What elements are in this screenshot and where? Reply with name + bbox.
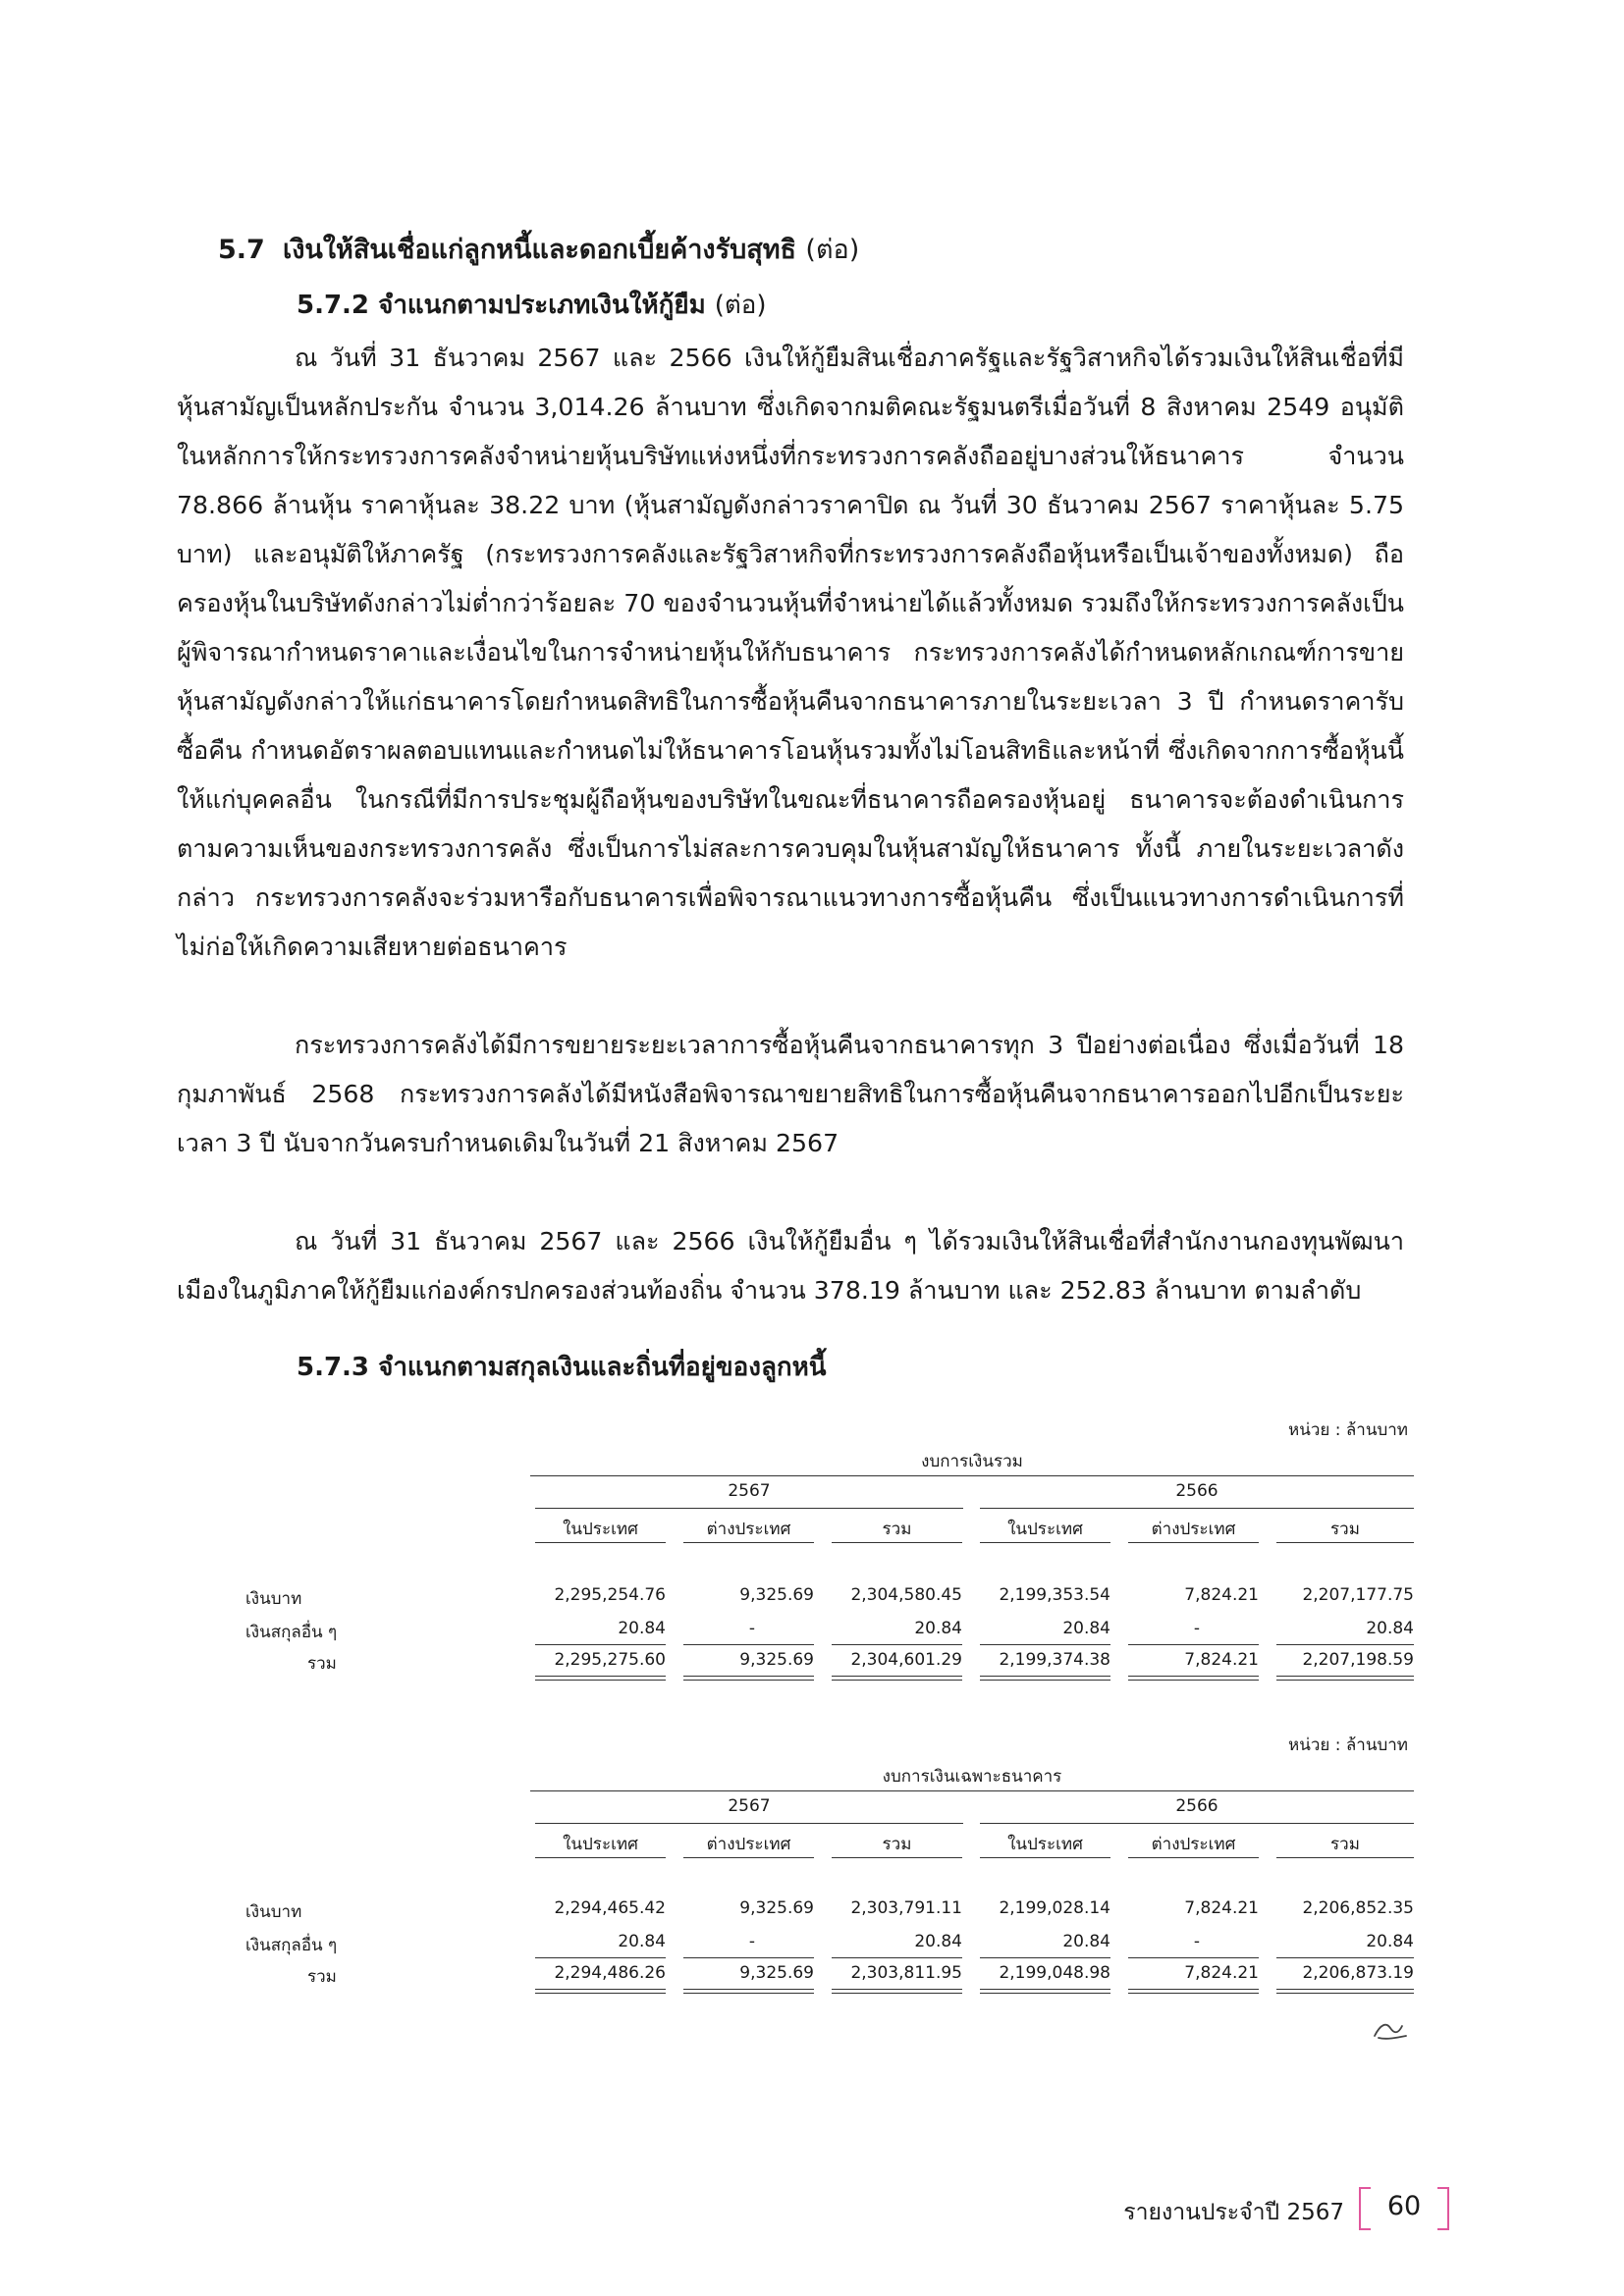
table2-col-foreign-2567: ต่างประเทศ: [706, 1835, 791, 1854]
table-cell: 2,207,177.75: [1302, 1585, 1414, 1605]
table-cell: 7,824.21: [1184, 1585, 1259, 1605]
table1-col-domestic-2567: ในประเทศ: [563, 1520, 638, 1539]
table-cell: 2,199,374.38: [999, 1650, 1110, 1670]
table1-total-rule: [1128, 1676, 1259, 1681]
section-heading: [218, 228, 859, 270]
table1-row-label-other: เงินสกุลอื่น ๆ: [245, 1623, 338, 1642]
table1-col-rule: [832, 1542, 962, 1543]
table2-year-2567: 2567: [728, 1796, 771, 1816]
table2-year-2566: 2566: [1175, 1796, 1218, 1816]
table1-total-rule: [535, 1676, 666, 1681]
table-cell: 20.84: [1366, 1932, 1414, 1951]
table2-sum-rule: [683, 1957, 814, 1958]
table-consolidated: [245, 1448, 1414, 1703]
table-cell: 20.84: [1062, 1619, 1110, 1638]
table-cell: 9,325.69: [739, 1585, 814, 1605]
table1-col-total-2566: รวม: [1330, 1520, 1360, 1539]
table1-year-rule-2: [980, 1508, 1414, 1509]
table2-col-total-2567: รวม: [882, 1835, 912, 1854]
table1-col-rule: [1128, 1542, 1259, 1543]
table1-title-rule: [530, 1475, 1414, 1476]
table2-col-domestic-2567: ในประเทศ: [563, 1835, 638, 1854]
table-cell: 2,303,791.11: [850, 1898, 962, 1918]
table1-col-foreign-2567: ต่างประเทศ: [706, 1520, 791, 1539]
table1-total-rule: [683, 1676, 814, 1681]
table-cell: 7,824.21: [1184, 1963, 1259, 1983]
section-number: 5.7: [218, 235, 265, 265]
table1-col-rule: [1276, 1542, 1414, 1543]
table1-col-rule: [535, 1542, 666, 1543]
table-cell: 2,199,353.54: [999, 1585, 1110, 1605]
table1-sum-rule: [535, 1644, 666, 1645]
table2-sum-rule: [980, 1957, 1110, 1958]
table-cell: 20.84: [1366, 1619, 1414, 1638]
table-bank-only: [245, 1763, 1414, 2018]
table2-sum-rule: [1276, 1957, 1414, 1958]
table-cell: 2,199,028.14: [999, 1898, 1110, 1918]
subsection-573-title: 5.7.3 จำแนกตามสกุลเงินและถิ่นที่อยู่ของลูกหนี้: [297, 1353, 827, 1382]
table2-col-foreign-2566: ต่างประเทศ: [1151, 1835, 1236, 1854]
table-cell: -: [1193, 1619, 1200, 1638]
table-cell: -: [748, 1932, 755, 1951]
table2-sum-rule: [832, 1957, 962, 1958]
page-number: 60: [1386, 2191, 1422, 2221]
subsection-573-heading: [297, 1347, 827, 1387]
table-cell: -: [1193, 1932, 1200, 1951]
table2-col-rule: [535, 1857, 666, 1858]
table2-col-domestic-2566: ในประเทศ: [1007, 1835, 1083, 1854]
subsection-572-heading: [297, 285, 767, 325]
table1-col-rule: [683, 1542, 814, 1543]
table-cell: 2,294,486.26: [554, 1963, 666, 1983]
table1-total-rule: [980, 1676, 1110, 1681]
subsection-572-title: 5.7.2 จำแนกตามประเภทเงินให้กู้ยืม: [297, 291, 706, 320]
table2-total-rule: [683, 1989, 814, 1994]
table1-sum-rule: [1128, 1644, 1259, 1645]
table-cell: 2,199,048.98: [999, 1963, 1110, 1983]
table-cell: 7,824.21: [1184, 1650, 1259, 1670]
table-cell: 2,304,580.45: [850, 1585, 962, 1605]
table2-col-rule: [683, 1857, 814, 1858]
table-cell: 20.84: [914, 1619, 962, 1638]
table-cell: 2,206,852.35: [1302, 1898, 1414, 1918]
table1-sum-rule: [980, 1644, 1110, 1645]
table-cell: 2,294,465.42: [554, 1898, 666, 1918]
table-cell: 20.84: [1062, 1932, 1110, 1951]
table1-total-rule: [832, 1676, 962, 1681]
table-cell: 20.84: [618, 1619, 666, 1638]
initials-signature-icon: [1373, 2018, 1408, 2042]
table1-year-2566: 2566: [1175, 1481, 1218, 1501]
table1-sum-rule: [832, 1644, 962, 1645]
table2-col-rule: [832, 1857, 962, 1858]
table2-year-rule-1: [535, 1823, 963, 1824]
table-cell: 2,304,601.29: [850, 1650, 962, 1670]
paragraph-extension: กระทรวงการคลังได้มีการขยายระยะเวลาการซื้อหุ้นคืนจากธนาคารทุก 3 ปีอย่างต่อเนื่อง ซึ่งเมื่อวันที่ 18 กุมภาพันธ์ 2568 กระทรวงการคลังได้มีหนังสือพิจารณาขยายสิทธิในการซื้อหุ้นคืนจากธนาคารออกไปอีกเป็นระยะเวลา 3 ปี นับจากวันครบกำหนดเดิมในวันที่ 21 สิงหาคม 2567: [177, 1031, 1404, 1157]
table2-title: งบการเงินเฉพาะธนาคาร: [882, 1767, 1062, 1787]
table2-title-rule: [530, 1790, 1414, 1791]
table-cell: 2,295,254.76: [554, 1585, 666, 1605]
table1-sum-rule: [683, 1644, 814, 1645]
bracket-right-icon: [1437, 2187, 1449, 2230]
table-cell: 20.84: [618, 1932, 666, 1951]
subsection-572-cont: (ต่อ): [714, 291, 767, 320]
paragraph-other-loans: ณ วันที่ 31 ธันวาคม 2567 และ 2566 เงินให้กู้ยืมอื่น ๆ ได้รวมเงินให้สินเชื่อที่สำนักงานกองทุนพัฒนาเมืองในภูมิภาคให้กู้ยืมแก่องค์กรปกครองส่วนท้องถิ่น จำนวน 378.19 ล้านบาท และ 252.83 ล้านบาท ตามลำดับ: [177, 1227, 1404, 1305]
table1-row-label-baht: เงินบาท: [245, 1589, 302, 1609]
table2-sum-rule: [535, 1957, 666, 1958]
table2-total-rule: [1276, 1989, 1414, 1994]
table1-row-label-total: รวม: [307, 1654, 337, 1674]
table-cell: 2,295,275.60: [554, 1650, 666, 1670]
paragraph-shares-collateral: ณ วันที่ 31 ธันวาคม 2567 และ 2566 เงินให้กู้ยืมสินเชื่อภาครัฐและรัฐวิสาหกิจได้รวมเงินให้สินเชื่อที่มีหุ้นสามัญเป็นหลักประกัน จำนวน 3,014.26 ล้านบาท ซึ่งเกิดจากมติคณะรัฐมนตรีเมื่อวันที่ 8 สิงหาคม 2549 อนุมัติในหลักการให้กระทรวงการคลังจำหน่ายหุ้นบริษัทแห่งหนึ่งที่กระทรวงการคลังถืออยู่บางส่วนให้ธนาคาร จำนวน 78.866 ล้านหุ้น ราคาหุ้นละ 38.22 บาท (หุ้นสามัญดังกล่าวราคาปิด ณ วันที่ 30 ธันวาคม 2567 ราคาหุ้นละ 5.75 บาท) และอนุมัติให้ภาครัฐ (กระทรวงการคลังและรัฐวิสาหกิจที่กระทรวงการคลังถือหุ้นหรือเป็นเจ้าของทั้งหมด) ถือครองหุ้นในบริษัทดังกล่าวไม่ต่ำกว่าร้อยละ 70 ของจำนวนหุ้นที่จำหน่ายได้แล้วทั้งหมด รวมถึงให้กระทรวงการคลังเป็นผู้พิจารณากำหนดราคาและเงื่อนไขในการจำหน่ายหุ้นให้กับธนาคาร กระทรวงการคลังได้กำหนดหลักเกณฑ์การขายหุ้นสามัญดังกล่าวให้แก่ธนาคารโดยกำหนดสิทธิในการซื้อหุ้นคืนจากธนาคารภายในระยะเวลา 3 ปี กำหนดราคารับซื้อคืน กำหนดอัตราผลตอบแทนและกำหนดไม่ให้ธนาคารโอนหุ้นรวมทั้งไม่โอนสิทธิและหน้าที่ ซึ่งเกิดจากการซื้อหุ้นนี้ให้แก่บุคคลอื่น ในกรณีที่มีการประชุมผู้ถือหุ้นของบริษัทในขณะที่ธนาคารถือครองหุ้นอยู่ ธนาคารจะต้องดำเนินการตามความเห็นของกระทรวงการคลัง ซึ่งเป็นการไม่สละการควบคุมในหุ้นสามัญให้ธนาคาร ทั้งนี้ ภายในระยะเวลาดังกล่าว กระทรวงการคลังจะร่วมหารือกับธนาคารเพื่อพิจารณาแนวทางการซื้อหุ้นคืน ซึ่งเป็นแนวทางการดำเนินการที่ไม่ก่อให้เกิดความเสียหายต่อธนาคาร: [177, 344, 1404, 961]
table-cell: 9,325.69: [739, 1963, 814, 1983]
section-title: เงินให้สินเชื่อแก่ลูกหนี้และดอกเบี้ยค้างรับสุทธิ: [283, 235, 796, 265]
table2-total-rule: [535, 1989, 666, 1994]
table-cell: 2,206,873.19: [1302, 1963, 1414, 1983]
table2-row-label-baht: เงินบาท: [245, 1902, 302, 1922]
table1-sum-rule: [1276, 1644, 1414, 1645]
table2-total-rule: [1128, 1989, 1259, 1994]
section-cont: (ต่อ): [805, 235, 860, 265]
table1-total-rule: [1276, 1676, 1414, 1681]
table2-col-total-2566: รวม: [1330, 1835, 1360, 1854]
table-cell: 2,207,198.59: [1302, 1650, 1414, 1670]
table2-col-rule: [980, 1857, 1110, 1858]
table1-col-domestic-2566: ในประเทศ: [1007, 1520, 1083, 1539]
table2-total-rule: [832, 1989, 962, 1994]
page-number-box: [1359, 2187, 1449, 2230]
table2-col-rule: [1276, 1857, 1414, 1858]
table1-unit: หน่วย : ล้านบาท: [1288, 1420, 1408, 1440]
table2-year-rule-2: [980, 1823, 1414, 1824]
table1-year-2567: 2567: [728, 1481, 771, 1501]
table2-sum-rule: [1128, 1957, 1259, 1958]
table2-col-rule: [1128, 1857, 1259, 1858]
table2-total-rule: [980, 1989, 1110, 1994]
table2-unit: หน่วย : ล้านบาท: [1288, 1735, 1408, 1755]
table2-row-label-total: รวม: [307, 1967, 337, 1987]
footer-report-title: รายงานประจำปี 2567: [1123, 2200, 1344, 2225]
table-cell: 2,303,811.95: [850, 1963, 962, 1983]
table1-col-foreign-2566: ต่างประเทศ: [1151, 1520, 1236, 1539]
table1-col-rule: [980, 1542, 1110, 1543]
table-cell: 20.84: [914, 1932, 962, 1951]
table1-year-rule-1: [535, 1508, 963, 1509]
table1-col-total-2567: รวม: [882, 1520, 912, 1539]
table1-title: งบการเงินรวม: [921, 1452, 1023, 1471]
table-cell: 7,824.21: [1184, 1898, 1259, 1918]
table-cell: 9,325.69: [739, 1898, 814, 1918]
table-cell: 9,325.69: [739, 1650, 814, 1670]
table-cell: -: [748, 1619, 755, 1638]
table2-row-label-other: เงินสกุลอื่น ๆ: [245, 1936, 338, 1955]
